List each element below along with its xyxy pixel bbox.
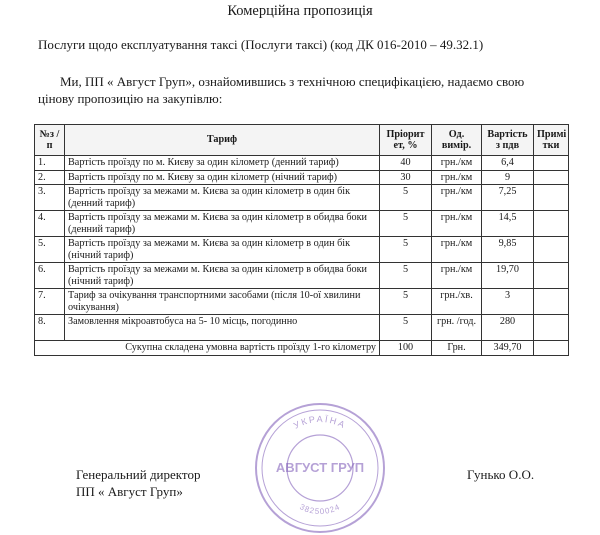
signatory-title: Генеральний директор — [76, 467, 201, 482]
row-number: 8. — [35, 315, 65, 341]
row-priority: 5 — [380, 185, 432, 211]
table-row — [35, 263, 569, 289]
header-notes: Примі тки — [534, 125, 569, 156]
row-note — [534, 315, 569, 341]
row-unit: грн./км — [432, 170, 482, 185]
document-title: Комерційна пропозиція — [227, 3, 373, 19]
row-price: 6,4 — [482, 156, 534, 171]
svg-text:УКРАЇНА — [292, 414, 348, 431]
row-number: 5. — [35, 237, 65, 263]
row-unit: грн./км — [432, 185, 482, 211]
row-tariff: Вартість проїзду за межами м. Києва за один кілометр в обидва боки (денний тариф) — [65, 211, 380, 237]
row-tariff: Вартість проїзду за межами м. Києва за один кілометр в один бік (денний тариф) — [65, 185, 380, 211]
row-unit: грн./км — [432, 237, 482, 263]
row-note — [534, 263, 569, 289]
row-number: 4. — [35, 211, 65, 237]
row-note — [534, 170, 569, 185]
row-priority: 5 — [380, 289, 432, 315]
row-priority: 5 — [380, 237, 432, 263]
row-note — [534, 237, 569, 263]
row-priority: 5 — [380, 211, 432, 237]
row-tariff: Вартість проїзду за межами м. Києва за один кілометр в один бік (нічний тариф) — [65, 237, 380, 263]
table-row — [35, 289, 569, 315]
row-tariff: Вартість проїзду по м. Києву за один кілометр (нічний тариф) — [65, 170, 380, 185]
table-total-row — [35, 341, 569, 356]
row-unit: грн./км — [432, 156, 482, 171]
total-price: 349,70 — [482, 341, 534, 356]
row-unit: грн./км — [432, 263, 482, 289]
row-priority: 5 — [380, 315, 432, 341]
row-price: 280 — [482, 315, 534, 341]
table-row — [35, 315, 569, 341]
row-price: 14,5 — [482, 211, 534, 237]
procurement-subject: Послуги щодо експлуатування таксі (Послуги таксі) (код ДК 016-2010 – 49.32.1) — [38, 37, 484, 52]
header-priority: Пріорит ет, % — [380, 125, 432, 156]
total-label: Сукупна складена умовна вартість проїзду 1-го кілометру — [35, 341, 380, 356]
price-table — [34, 124, 569, 356]
header-unit: Од. вимір. — [432, 125, 482, 156]
table-row — [35, 170, 569, 185]
row-note — [534, 156, 569, 171]
row-unit: грн. /год. — [432, 315, 482, 341]
row-priority: 30 — [380, 170, 432, 185]
total-unit: Грн. — [432, 341, 482, 356]
row-unit: грн./км — [432, 211, 482, 237]
signatory-position — [76, 466, 200, 500]
row-number: 1. — [35, 156, 65, 171]
row-price: 3 — [482, 289, 534, 315]
table-row — [35, 211, 569, 237]
stamp-center-text: АВГУСТ ГРУП — [275, 460, 365, 475]
table-row — [35, 185, 569, 211]
row-priority: 40 — [380, 156, 432, 171]
table-header-row — [35, 125, 569, 156]
total-priority: 100 — [380, 341, 432, 356]
row-priority: 5 — [380, 263, 432, 289]
signatory-name: Гунько О.О. — [467, 467, 535, 482]
row-number: 3. — [35, 185, 65, 211]
svg-text:38250024 — [298, 502, 342, 516]
stamp-top-text: УКРАЇНА — [291, 413, 349, 431]
intro-paragraph: Ми, ПП « Август Груп», ознайомившись з технічною специфікацією, надаємо свою цінову пропозицію на закупівлю: — [38, 74, 525, 106]
row-note — [534, 185, 569, 211]
row-unit: грн./хв. — [432, 289, 482, 315]
table-row — [35, 156, 569, 171]
row-note — [534, 211, 569, 237]
row-tariff: Вартість проїзду по м. Києву за один кілометр (денний тариф) — [65, 156, 380, 171]
row-tariff: Вартість проїзду за межами м. Києва за один кілометр в обидва боки (нічний тариф) — [65, 263, 380, 289]
row-price: 7,25 — [482, 185, 534, 211]
total-note — [534, 341, 569, 356]
table-row — [35, 237, 569, 263]
header-tariff: Тариф — [65, 125, 380, 156]
stamp-code-text: 38250024 — [298, 502, 342, 517]
row-number: 6. — [35, 263, 65, 289]
header-price: Вартість з пдв — [482, 125, 534, 156]
signatory-company: ПП « Август Груп» — [76, 484, 183, 499]
row-price: 19,70 — [482, 263, 534, 289]
company-stamp — [252, 400, 387, 535]
row-tariff: Замовлення мікроавтобуса на 5- 10 місць, погодинно — [65, 315, 380, 341]
row-price: 9,85 — [482, 237, 534, 263]
row-number: 7. — [35, 289, 65, 315]
header-number: №з /п — [35, 125, 65, 156]
row-number: 2. — [35, 170, 65, 185]
row-note — [534, 289, 569, 315]
row-tariff: Тариф за очікування транспортними засобами (після 10-ої хвилини очікування) — [65, 289, 380, 315]
row-price: 9 — [482, 170, 534, 185]
